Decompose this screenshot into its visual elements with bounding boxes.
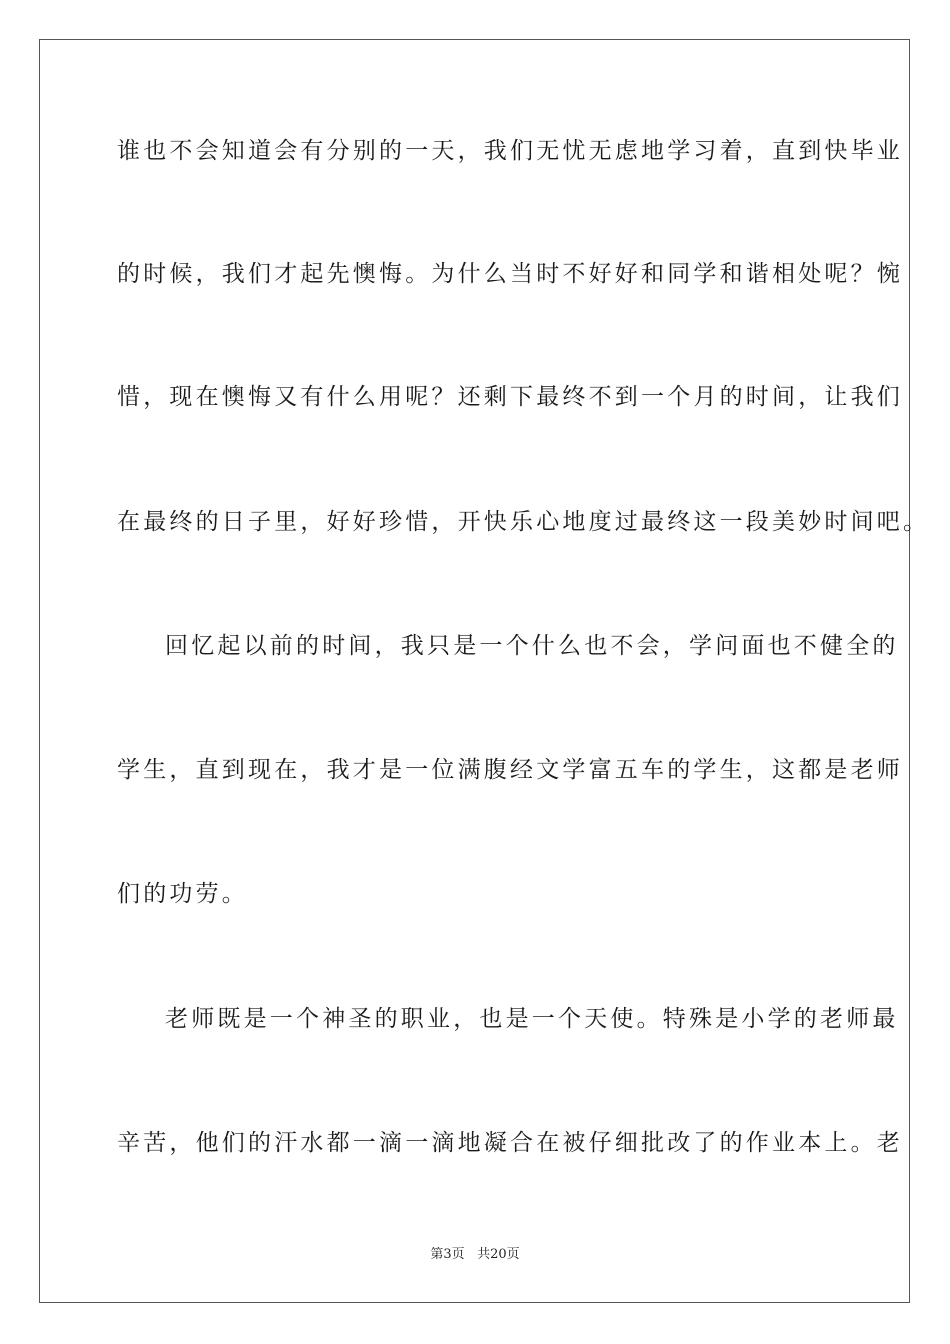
paragraph-1-line-1: 谁也不会知道会有分别的一天，我们无忧无虑地学习着，直到快毕业 <box>117 138 903 164</box>
page-total: 共20页 <box>477 1247 520 1262</box>
paragraph-2-line-3: 们的功劳。 <box>117 881 248 907</box>
paragraph-1-line-2: 的时候，我们才起先懊悔。为什么当时不好好和同学和谐相处呢？惋 <box>117 261 903 287</box>
page-footer <box>0 1246 950 1264</box>
paragraph-1-line-3: 惜，现在懊悔又有什么用呢？还剩下最终不到一个月的时间，让我们 <box>117 384 903 410</box>
paragraph-3-line-1: 老师既是一个神圣的职业，也是一个天使。特殊是小学的老师最 <box>165 1006 899 1032</box>
page-number: 第3页 <box>430 1247 465 1262</box>
page-border <box>39 39 930 1303</box>
paragraph-3-line-2: 辛苦，他们的汗水都一滴一滴地凝合在被仔细批改了的作业本上。老 <box>117 1130 903 1156</box>
paragraph-1-line-4: 在最终的日子里，好好珍惜，开快乐心地度过最终这一段美妙时间吧。 <box>117 509 930 535</box>
paragraph-2-line-1: 回忆起以前的时间，我只是一个什么也不会，学问面也不健全的 <box>165 633 899 659</box>
paragraph-2-line-2: 学生，直到现在，我才是一位满腹经文学富五车的学生，这都是老师 <box>117 757 903 783</box>
